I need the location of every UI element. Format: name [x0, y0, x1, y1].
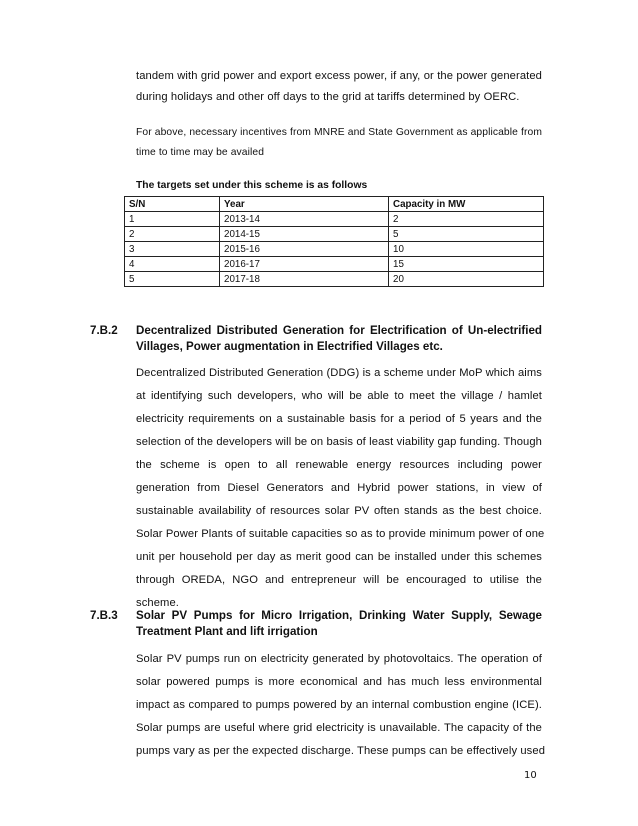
table-header-row	[125, 197, 544, 212]
paragraph-line: generation from Diesel Generators and Hybrid power stations, in view of	[136, 482, 542, 494]
paragraph-line: Solar Power Plants of suitable capacities so as to provide minimum power of one	[136, 528, 545, 540]
paragraph-line: selection of the developers will be on basis of least viability gap funding. Though	[136, 436, 542, 448]
paragraph-line: scheme.	[136, 597, 179, 609]
targets-title: The targets set under this scheme is as follows	[136, 180, 368, 191]
section-7b2-heading-line-1: Decentralized Distributed Generation for Electrification of Un-electrified	[136, 324, 542, 337]
table-cell: 10	[389, 242, 544, 257]
table-cell: 2	[389, 212, 544, 227]
table-cell: 2013-14	[220, 212, 389, 227]
paragraph-line: at identifying such developers, who will be able to meet the village / hamlet	[136, 390, 542, 402]
paragraph-line: the scheme is open to all renewable energy resources including power	[136, 459, 542, 471]
paragraph-line: sustainable availability of resources solar PV often stands as the best choice.	[136, 505, 542, 517]
table-row	[125, 257, 544, 272]
paragraph-line: solar powered pumps is more economical and has much less environmental	[136, 676, 542, 688]
table-cell: 20	[389, 272, 544, 287]
section-7b3-number: 7.B.3	[90, 609, 118, 622]
table-cell: 4	[125, 257, 220, 272]
section-7b3-heading-line-1: Solar PV Pumps for Micro Irrigation, Drinking Water Supply, Sewage	[136, 609, 542, 622]
table-cell: 5	[389, 227, 544, 242]
table-cell: 2016-17	[220, 257, 389, 272]
paragraph-line: impact as compared to pumps powered by an internal combustion engine (ICE).	[136, 699, 542, 711]
table-cell: 5	[125, 272, 220, 287]
paragraph-line: Solar PV pumps run on electricity generated by photovoltaics. The operation of	[136, 653, 542, 665]
table-cell: 2	[125, 227, 220, 242]
table-cell: 2017-18	[220, 272, 389, 287]
paragraph-line: electricity requirements on a sustainable basis for a period of 5 years and the	[136, 413, 542, 425]
table-header-cell: Capacity in MW	[389, 197, 544, 212]
table-cell: 2015-16	[220, 242, 389, 257]
paragraph-line: Decentralized Distributed Generation (DDG) is a scheme under MoP which aims	[136, 367, 542, 379]
incentives-line-1: For above, necessary incentives from MNRE and State Government as applicable from	[136, 127, 542, 138]
table-cell: 3	[125, 242, 220, 257]
paragraph-line: pumps vary as per the expected discharge. These pumps can be effectively used	[136, 745, 546, 757]
page-number: 10	[524, 770, 537, 781]
incentives-line-2: time to time may be availed	[136, 147, 265, 158]
table-row	[125, 227, 544, 242]
table-cell: 15	[389, 257, 544, 272]
targets-table	[124, 196, 544, 287]
table-cell: 1	[125, 212, 220, 227]
table-row	[125, 242, 544, 257]
paragraph-line: Solar pumps are useful where grid electricity is unavailable. The capacity of the	[136, 722, 542, 734]
table-row	[125, 212, 544, 227]
table-row	[125, 272, 544, 287]
section-7b2-heading-line-2: Villages, Power augmentation in Electrified Villages etc.	[136, 340, 443, 353]
section-7b2-number: 7.B.2	[90, 324, 118, 337]
paragraph-line: through OREDA, NGO and entrepreneur will be encouraged to utilise the	[136, 574, 542, 586]
intro-line-2: during holidays and other off days to the grid at tariffs determined by OERC.	[136, 91, 520, 103]
table-cell: 2014-15	[220, 227, 389, 242]
section-7b3-heading-line-2: Treatment Plant and lift irrigation	[136, 625, 318, 638]
table-header-cell: S/N	[125, 197, 220, 212]
paragraph-line: unit per household per day as merit good can be installed under this schemes	[136, 551, 542, 563]
intro-line-1: tandem with grid power and export excess power, if any, or the power generated	[136, 70, 542, 82]
table-header-cell: Year	[220, 197, 389, 212]
